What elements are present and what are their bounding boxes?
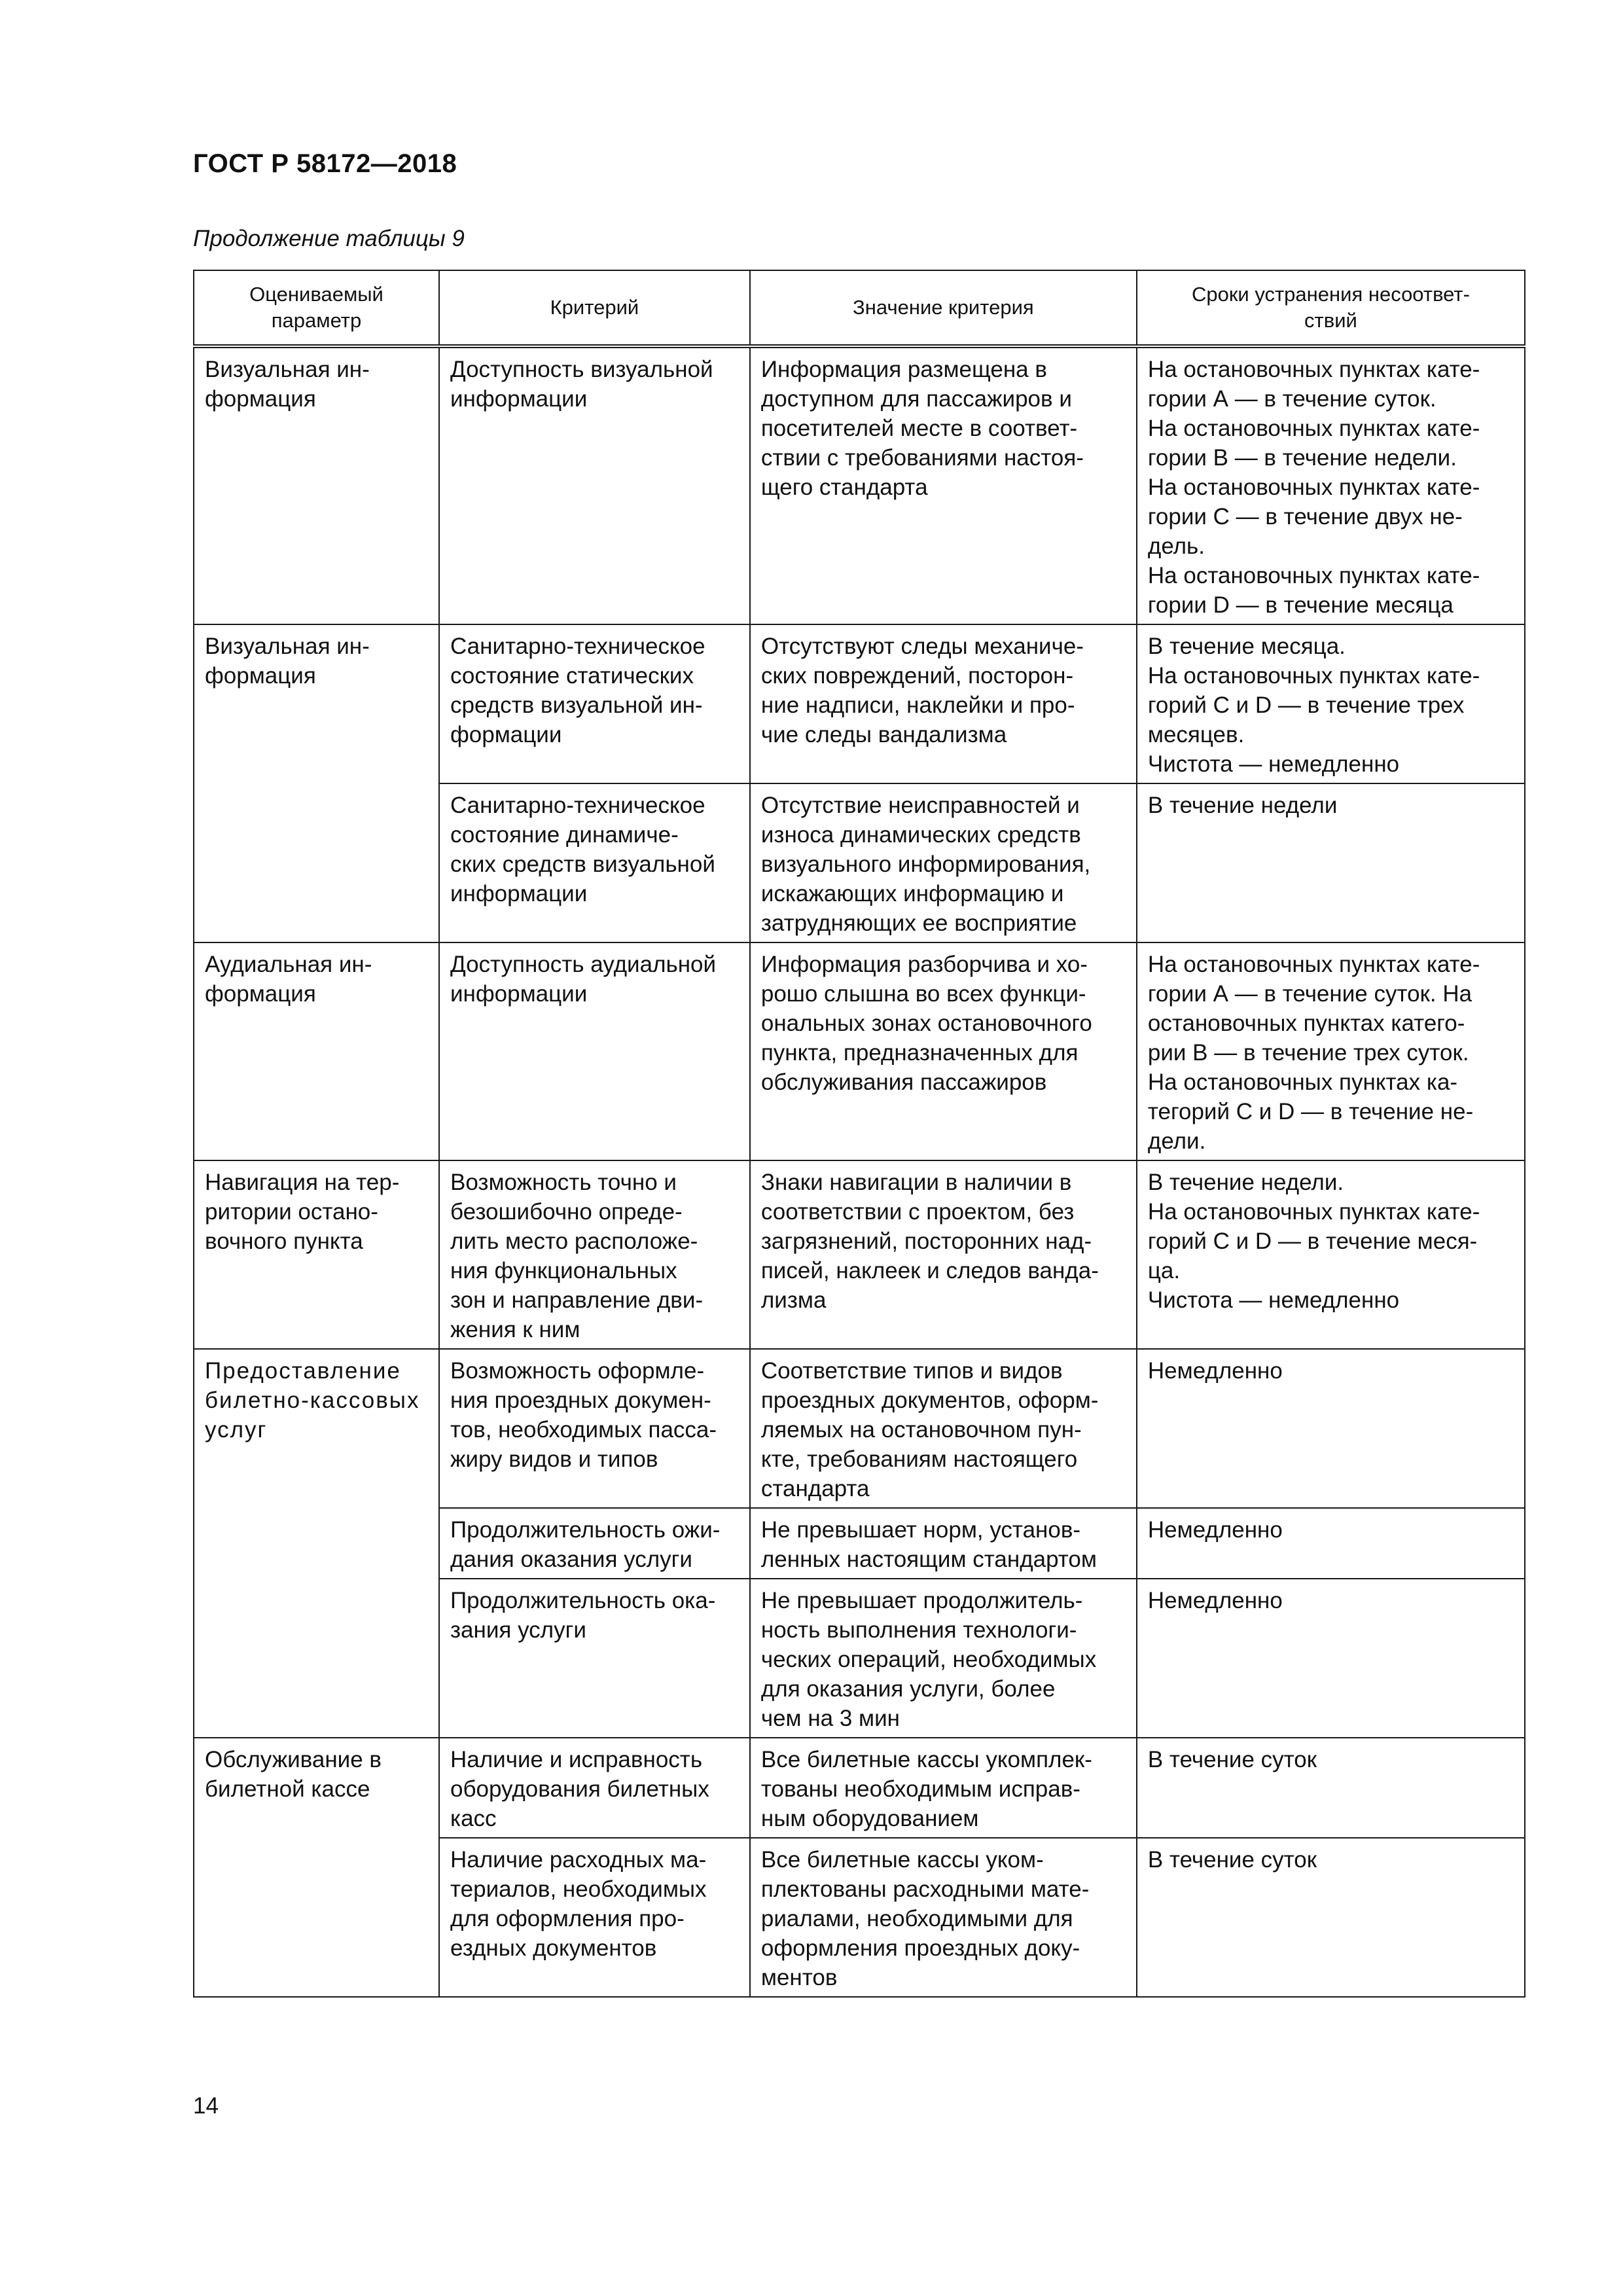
parameter-cell: Предоставление билетно-кассовых услуг bbox=[194, 1349, 439, 1738]
value-cell: Не превышает продолжитель- ность выполнения технологи- ческих операций, необходимых для оказания услуги, более чем на 3 мин bbox=[750, 1579, 1137, 1738]
table-row bbox=[194, 942, 1525, 1160]
value-cell: Отсутствие неисправностей и износа динамических средств визуального информирования, искажающих информацию и затрудняющих ее восприятие bbox=[750, 783, 1137, 942]
criterion-cell: Возможность оформле- ния проездных докумен- тов, необходимых пасса- жиру видов и типов bbox=[439, 1349, 750, 1508]
deadline-cell: Немедленно bbox=[1137, 1349, 1525, 1508]
deadline-cell: В течение недели. На остановочных пунктах кате- горий С и D — в течение меся- ца. Чистота — немедленно bbox=[1137, 1160, 1525, 1349]
table-row bbox=[194, 1349, 1525, 1508]
evaluation-table bbox=[193, 270, 1525, 1998]
column-header-deadline: Сроки устранения несоответ- ствий bbox=[1137, 270, 1525, 346]
document-header: ГОСТ Р 58172—2018 bbox=[193, 149, 457, 178]
criterion-cell: Продолжительность ока- зания услуги bbox=[439, 1579, 750, 1738]
criterion-cell: Санитарно-техническое состояние динамиче- ских средств визуальной информации bbox=[439, 783, 750, 942]
deadline-cell: В течение месяца. На остановочных пунктах кате- горий С и D — в течение трех месяцев. Чистота — немедленно bbox=[1137, 624, 1525, 783]
value-cell: Отсутствуют следы механиче- ских повреждений, посторон- ние надписи, наклейки и про- чие следы вандализма bbox=[750, 624, 1137, 783]
deadline-cell: В течение суток bbox=[1137, 1838, 1525, 1997]
deadline-cell: Немедленно bbox=[1137, 1579, 1525, 1738]
value-cell: Все билетные кассы укомплек- тованы необходимым исправ- ным оборудованием bbox=[750, 1738, 1137, 1838]
deadline-cell: Немедленно bbox=[1137, 1508, 1525, 1579]
table-caption: Продолжение таблицы 9 bbox=[193, 226, 465, 251]
criterion-cell: Доступность аудиальной информации bbox=[439, 942, 750, 1160]
table-header-row bbox=[194, 270, 1525, 346]
criterion-cell: Возможность точно и безошибочно опреде- лить место расположе- ния функциональных зон и направление дви- жения к ним bbox=[439, 1160, 750, 1349]
deadline-cell: На остановочных пунктах кате- гории А — в течение суток. На остановочных пунктах катего- рии В — в течение трех суток. На остановочных пунктах ка- тегорий С и D — в течение не- дели. bbox=[1137, 942, 1525, 1160]
column-header-criterion: Критерий bbox=[439, 270, 750, 346]
column-header-value: Значение критерия bbox=[750, 270, 1137, 346]
criterion-cell: Наличие расходных ма- териалов, необходимых для оформления про- ездных документов bbox=[439, 1838, 750, 1997]
criterion-cell: Доступность визуальной информации bbox=[439, 346, 750, 624]
page-number: 14 bbox=[193, 2093, 219, 2119]
value-cell: Соответствие типов и видов проездных документов, оформ- ляемых на остановочном пун- кте, требованиям настоящего стандарта bbox=[750, 1349, 1137, 1508]
parameter-cell: Аудиальная ин- формация bbox=[194, 942, 439, 1160]
criterion-cell: Наличие и исправность оборудования билетных касс bbox=[439, 1738, 750, 1838]
table-row bbox=[194, 1160, 1525, 1349]
table-row bbox=[194, 624, 1525, 783]
value-cell: Информация размещена в доступном для пассажиров и посетителей месте в соответ- ствии с требованиями настоя- щего стандарта bbox=[750, 346, 1137, 624]
parameter-cell: Обслуживание в билетной кассе bbox=[194, 1738, 439, 1997]
value-cell: Все билетные кассы уком- плектованы расходными мате- риалами, необходимыми для оформления проездных доку- ментов bbox=[750, 1838, 1137, 1997]
value-cell: Не превышает норм, установ- ленных настоящим стандартом bbox=[750, 1508, 1137, 1579]
criterion-cell: Санитарно-техническое состояние статических средств визуальной ин- формации bbox=[439, 624, 750, 783]
parameter-cell: Навигация на тер- ритории остано- вочного пункта bbox=[194, 1160, 439, 1349]
parameter-cell: Визуальная ин- формация bbox=[194, 346, 439, 624]
value-cell: Знаки навигации в наличии в соответствии с проектом, без загрязнений, посторонних над- писей, наклеек и следов ванда- лизма bbox=[750, 1160, 1137, 1349]
parameter-cell: Визуальная ин- формация bbox=[194, 624, 439, 942]
column-header-parameter: Оцениваемый параметр bbox=[194, 270, 439, 346]
deadline-cell: В течение недели bbox=[1137, 783, 1525, 942]
value-cell: Информация разборчива и хо- рошо слышна во всех функци- ональных зонах остановочного пункта, предназначенных для обслуживания пассажиров bbox=[750, 942, 1137, 1160]
deadline-cell: На остановочных пунктах кате- гории А — в течение суток. На остановочных пунктах кате- гории В — в течение недели. На остановочных пунктах кате- гории С — в течение двух не- дель. На остановочных пунктах кате- гории D — в течение месяца bbox=[1137, 346, 1525, 624]
table-row bbox=[194, 1738, 1525, 1838]
criterion-cell: Продолжительность ожи- дания оказания услуги bbox=[439, 1508, 750, 1579]
table-row bbox=[194, 346, 1525, 624]
deadline-cell: В течение суток bbox=[1137, 1738, 1525, 1838]
